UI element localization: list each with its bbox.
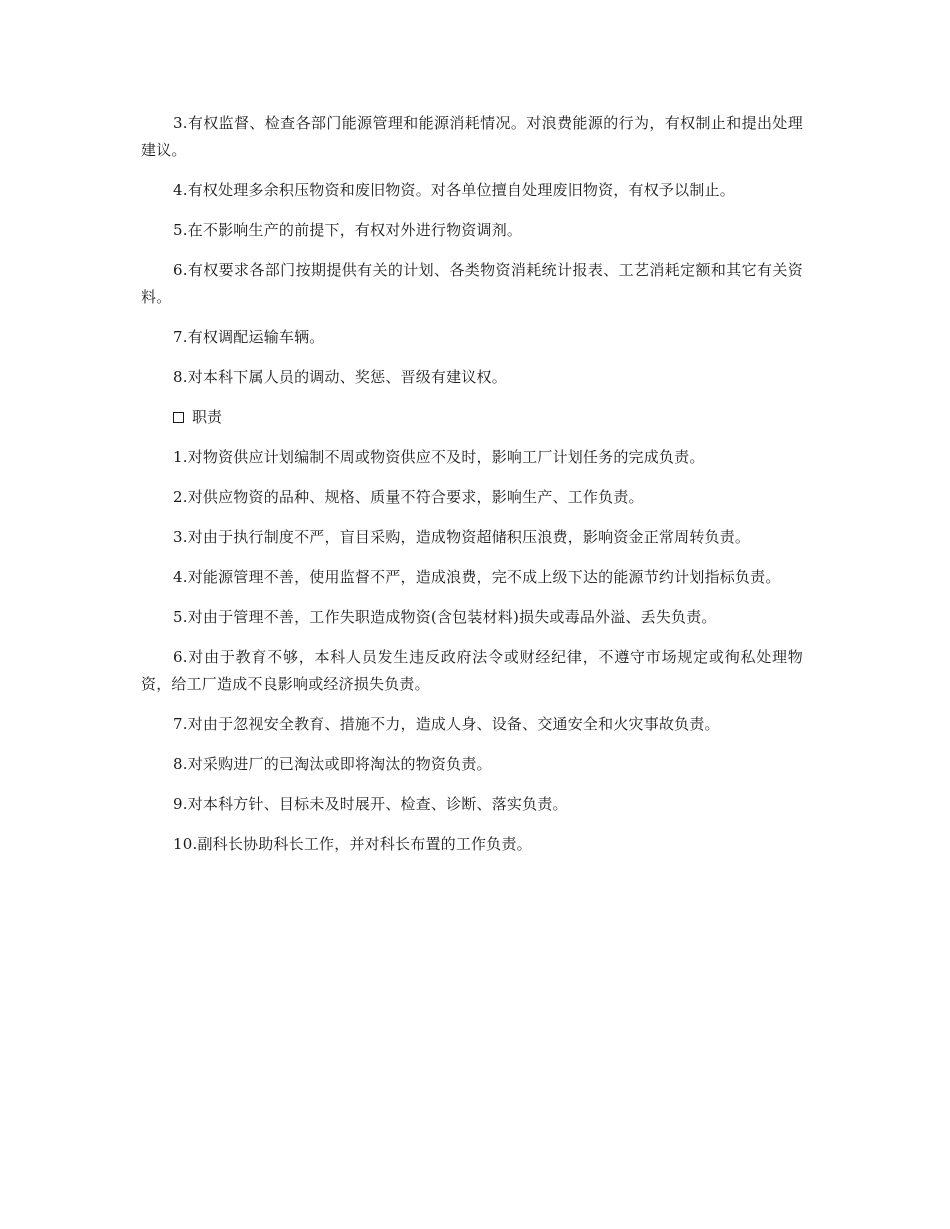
duties-item-2: 2.对供应物资的品种、规格、质量不符合要求，影响生产、工作负责。 xyxy=(173,488,644,506)
duties-item-8: 8.对采购进厂的已淘汰或即将淘汰的物资负责。 xyxy=(173,755,492,773)
duties-item-10: 10.副科长协助科长工作，并对科长布置的工作负责。 xyxy=(173,835,532,853)
duties-item-1: 1.对物资供应计划编制不周或物资供应不及时，影响工厂计划任务的完成负责。 xyxy=(173,448,705,466)
duties-item-9: 9.对本科方针、目标未及时展开、检查、诊断、落实负责。 xyxy=(173,795,568,813)
rights-item-3: 3.有权监督、检查各部门能源管理和能源消耗情况。对浪费能源的行为，有权制止和提出处理建议。 xyxy=(141,114,803,159)
duties-heading xyxy=(141,404,803,431)
duties-item-7: 7.对由于忽视安全教育、措施不力，造成人身、设备、交通安全和火灾事故负责。 xyxy=(173,715,720,733)
rights-item-6: 6.有权要求各部门按期提供有关的计划、各类物资消耗统计报表、工艺消耗定额和其它有关资料。 xyxy=(141,261,803,306)
duties-item-3: 3.对由于执行制度不严，盲目采购，造成物资超储积压浪费，影响资金正常周转负责。 xyxy=(173,528,751,546)
rights-item-8: 8.对本科下属人员的调动、奖惩、晋级有建议权。 xyxy=(173,368,507,386)
duties-item-4: 4.对能源管理不善，使用监督不严，造成浪费，完不成上级下达的能源节约计划指标负责。 xyxy=(173,568,781,586)
document-page xyxy=(141,110,803,871)
duties-item-6: 6.对由于教育不够，本科人员发生违反政府法令或财经纪律，不遵守市场规定或徇私处理物资，给工厂造成不良影响或经济损失负责。 xyxy=(141,648,803,693)
checkbox-square-icon xyxy=(173,412,184,423)
duties-heading-label: 职责 xyxy=(192,408,223,426)
rights-item-5: 5.在不影响生产的前提下，有权对外进行物资调剂。 xyxy=(173,221,523,239)
rights-item-4: 4.有权处理多余积压物资和废旧物资。对各单位擅自处理废旧物资，有权予以制止。 xyxy=(173,181,735,199)
rights-item-7: 7.有权调配运输车辆。 xyxy=(173,328,325,346)
duties-item-5: 5.对由于管理不善，工作失职造成物资(含包装材料)损失或毒品外溢、丢失负责。 xyxy=(173,608,717,626)
